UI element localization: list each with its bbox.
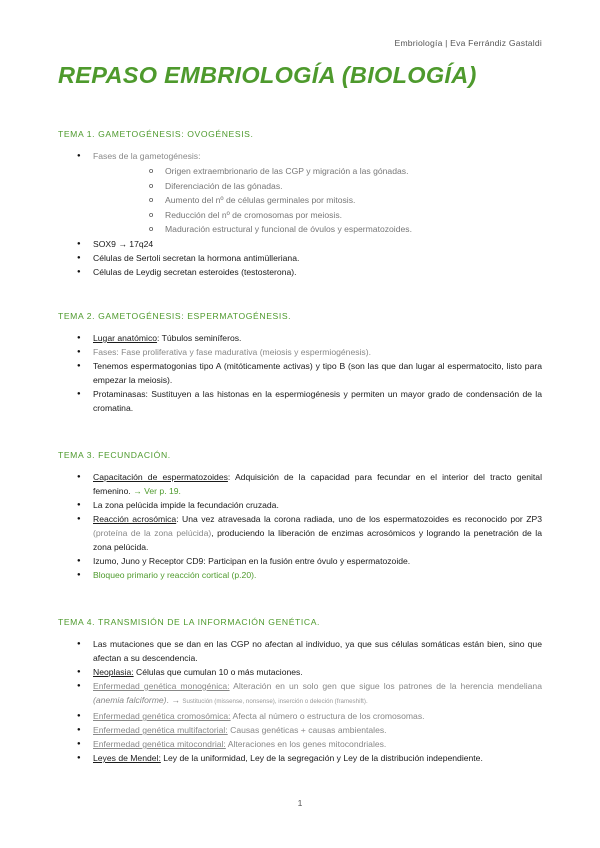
page-number: 1 (297, 798, 303, 808)
section-tema-2 (58, 311, 542, 415)
bullet-list (58, 470, 542, 582)
sub-list-item: o Aumento del nº de células germinales por mitosis. (93, 193, 542, 208)
list-item: ● Tenemos espermatogonias tipo A (mitóticamente activas) y tipo B (son las que dan lugar al espermatocito, listo para empezar la meiosis). (58, 359, 542, 387)
list-item: ● Enfermedad genética multifactorial: Causas genéticas + causas ambientales. (58, 723, 542, 737)
sub-list-item: o Origen extraembrionario de las CGP y migración a las gónadas. (93, 164, 542, 179)
section-tema-1 (58, 129, 542, 279)
page-title: REPASO EMBRIOLOGÍA (BIOLOGÍA) (58, 62, 477, 88)
list-item: ● Capacitación de espermatozoides: Adquisición de la capacidad para fecundar en el interior del tracto genital femenino. → Ver p. 19. (58, 470, 542, 498)
sub-list-item: o Reducción del nº de cromosomas por meiosis. (93, 208, 542, 223)
list-item: ● SOX9 → 17q24 (58, 237, 542, 251)
list-item: ● Lugar anatómico: Túbulos seminíferos. (58, 331, 542, 345)
list-item: ● Reacción acrosómica: Una vez atravesada la corona radiada, uno de los espermatozoides es reconocido por ZP3 (proteína de la zona pelúcida), produciendo la liberación de enzimas acrosómicos y logrando la penetración de la zona pelúcida. (58, 512, 542, 554)
sub-list (93, 164, 542, 237)
page-reference: → Ver p. 19. (133, 486, 181, 496)
section-tema-3 (58, 450, 542, 582)
section-heading: TEMA 1. GAMETOGÉNESIS: OVOGÉNESIS. (58, 129, 254, 139)
list-item: ● Las mutaciones que se dan en las CGP no afectan al individuo, ya que sus células somáticas están bien, sino que afectan a su descendencia. (58, 637, 542, 665)
list-item: ● Bloqueo primario y reacción cortical (p.20). (58, 568, 542, 582)
list-item: ● Izumo, Juno y Receptor CD9: Participan en la fusión entre óvulo y espermatozoide. (58, 554, 542, 568)
list-item: ● La zona pelúcida impide la fecundación cruzada. (58, 498, 542, 512)
bullet-list (58, 331, 542, 415)
section-heading: TEMA 2. GAMETOGÉNESIS: ESPERMATOGÉNESIS. (58, 311, 292, 321)
section-tema-4 (58, 617, 542, 765)
list-item: ● Leyes de Mendel: Ley de la uniformidad, Ley de la segregación y Ley de la distribución independiente. (58, 751, 542, 765)
list-item: ● Células de Leydig secretan esteroides (testosterona). (58, 265, 542, 279)
bullet-list (58, 149, 542, 279)
list-item: ● Neoplasia: Células que cumulan 10 o más mutaciones. (58, 665, 542, 679)
section-heading: TEMA 3. FECUNDACIÓN. (58, 450, 171, 460)
page-header: Embriología | Eva Ferrándiz Gastaldi (394, 38, 542, 48)
list-item: ● Protaminasas: Sustituyen a las histonas en la espermiogénesis y permiten un mayor grado de condensación de la cromatina. (58, 387, 542, 415)
sub-list-item: o Maduración estructural y funcional de óvulos y espermatozoides. (93, 222, 542, 237)
bullet-list (58, 637, 542, 765)
section-heading: TEMA 4. TRANSMISIÓN DE LA INFORMACIÓN GENÉTICA. (58, 617, 321, 627)
list-item: ● Enfermedad genética monogénica: Alteración en un solo gen que sigue los patrones de la herencia mendeliana (anemia falciforme). → Sustitución (missense, nonsense), inserción o deleción (frameshift). (58, 679, 542, 709)
list-item: ● Enfermedad genética cromosómica: Afecta al número o estructura de los cromosomas. (58, 709, 542, 723)
list-item: ● Fases: Fase proliferativa y fase madurativa (meiosis y espermiogénesis). (58, 345, 542, 359)
list-item: ● Enfermedad genética mitocondrial: Alteraciones en los genes mitocondriales. (58, 737, 542, 751)
list-item: ● Fases de la gametogénesis: o Origen extraembrionario de las CGP y migración a las gónadas. o Diferenciación de las gónadas. o Aumento del nº de células germinales por mitosis. o Reducción del nº de cromosomas por meiosis. o Maduración estructural y funcional de óvulos y espermatozoides. (58, 149, 542, 237)
sub-list-item: o Diferenciación de las gónadas. (93, 179, 542, 194)
list-item: ● Células de Sertoli secretan la hormona antimülleriana. (58, 251, 542, 265)
